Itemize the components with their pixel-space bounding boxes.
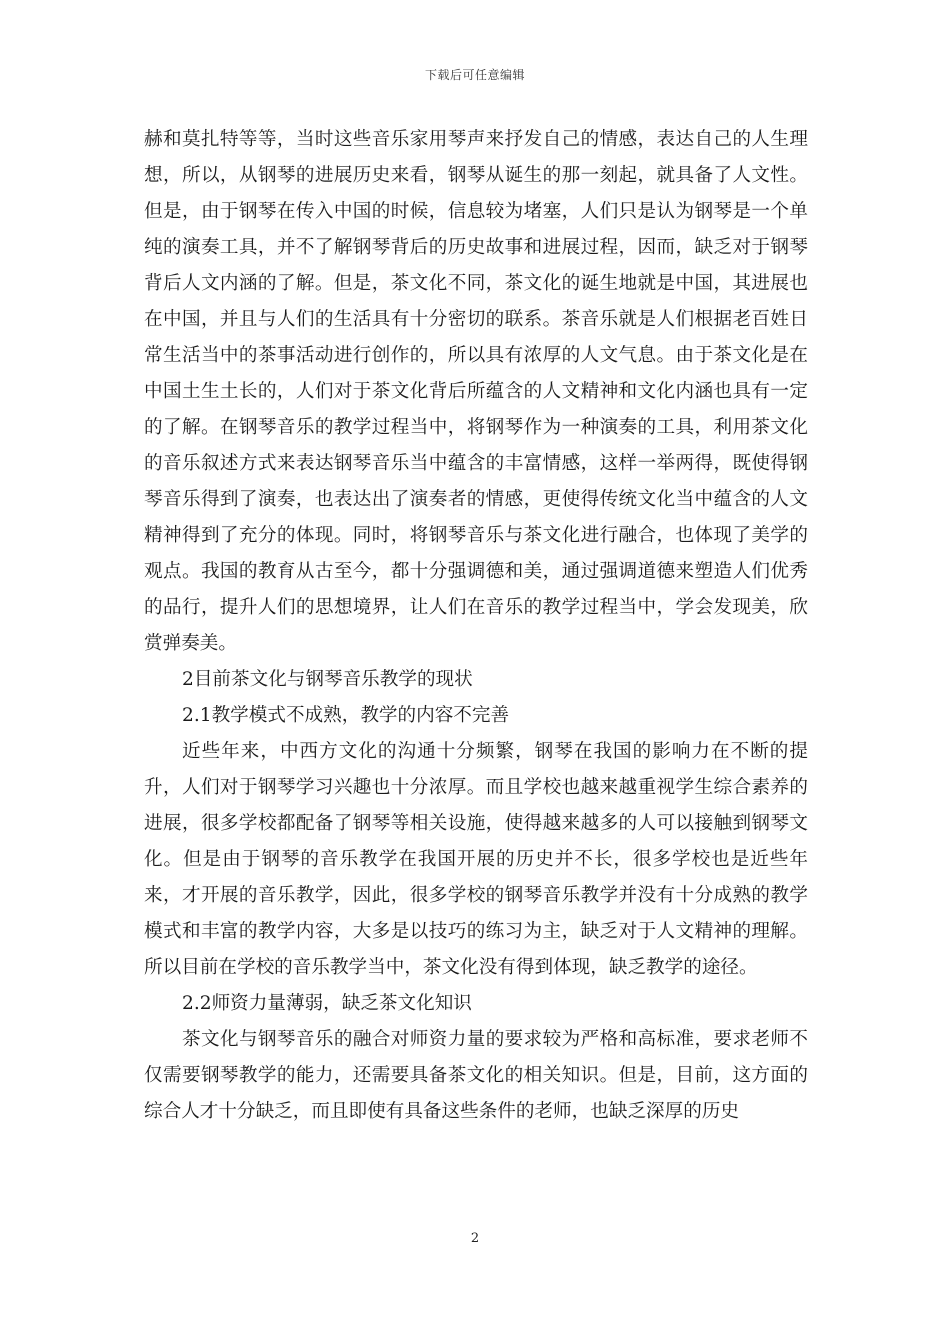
paragraph-teaching-staff: 茶文化与钢琴音乐的融合对师资力量的要求较为严格和高标准，要求老师不仅需要钢琴教学的能力，还需要具备茶文化的相关知识。但是，目前，这方面的综合人才十分缺乏，而且即使有具备这些条件的老师，也缺乏深厚的历史: [144, 1029, 808, 1122]
page-header: 下载后可任意编辑: [424, 68, 525, 82]
paragraph-humanistic-nature: 赫和莫扎特等等，当时这些音乐家用琴声来抒发自己的情感，表达自己的人生理想，所以，从钢琴的进展历史来看，钢琴从诞生的那一刻起，就具备了人文性。但是，由于钢琴在传入中国的时候，信息较为堵塞，人们只是认为钢琴是一个单纯的演奏工具，并不了解钢琴背后的历史故事和进展过程，因而，缺乏对于钢琴背后人文内涵的了解。但是，茶文化不同，茶文化的诞生地就是中国，其进展也在中国，并且与人们的生活具有十分密切的联系。茶音乐就是人们根据老百姓日常生活当中的茶事活动进行创作的，所以具有浓厚的人文气息。由于茶文化是在中国土生土长的，人们对于茶文化背后所蕴含的人文精神和文化内涵也具有一定的了解。在钢琴音乐的教学过程当中，将钢琴作为一种演奏的工具，利用茶文化的音乐叙述方式来表达钢琴音乐当中蕴含的丰富情感，这样一举两得，既使得钢琴音乐得到了演奏，也表达出了演奏者的情感，更使得传统文化当中蕴含的人文精神得到了充分的体现。同时，将钢琴音乐与茶文化进行融合，也体现了美学的观点。我国的教育从古至今，都十分强调德和美，通过强调道德来塑造人们优秀的品行，提升人们的思想境界，让人们在音乐的教学过程当中，学会发现美，欣赏弹奏美。: [144, 129, 808, 654]
document-body: [144, 122, 808, 1130]
page-number: 2: [470, 1231, 480, 1246]
subsection-heading-teaching-staff: 2.2师资力量薄弱，缺乏茶文化知识: [182, 993, 472, 1014]
subsection-heading-teaching-mode: 2.1教学模式不成熟，教学的内容不完善: [182, 705, 510, 726]
paragraph-teaching-mode: 近些年来，中西方文化的沟通十分频繁，钢琴在我国的影响力在不断的提升，人们对于钢琴学习兴趣也十分浓厚。而且学校也越来越重视学生综合素养的进展，很多学校都配备了钢琴等相关设施，使得越来越多的人可以接触到钢琴文化。但是由于钢琴的音乐教学在我国开展的历史并不长，很多学校也是近些年来，才开展的音乐教学，因此，很多学校的钢琴音乐教学并没有十分成熟的教学模式和丰富的教学内容，大多是以技巧的练习为主，缺乏对于人文精神的理解。所以目前在学校的音乐教学当中，茶文化没有得到体现，缺乏教学的途径。: [144, 741, 808, 978]
section-heading-current-status: 2目前茶文化与钢琴音乐教学的现状: [182, 669, 473, 690]
